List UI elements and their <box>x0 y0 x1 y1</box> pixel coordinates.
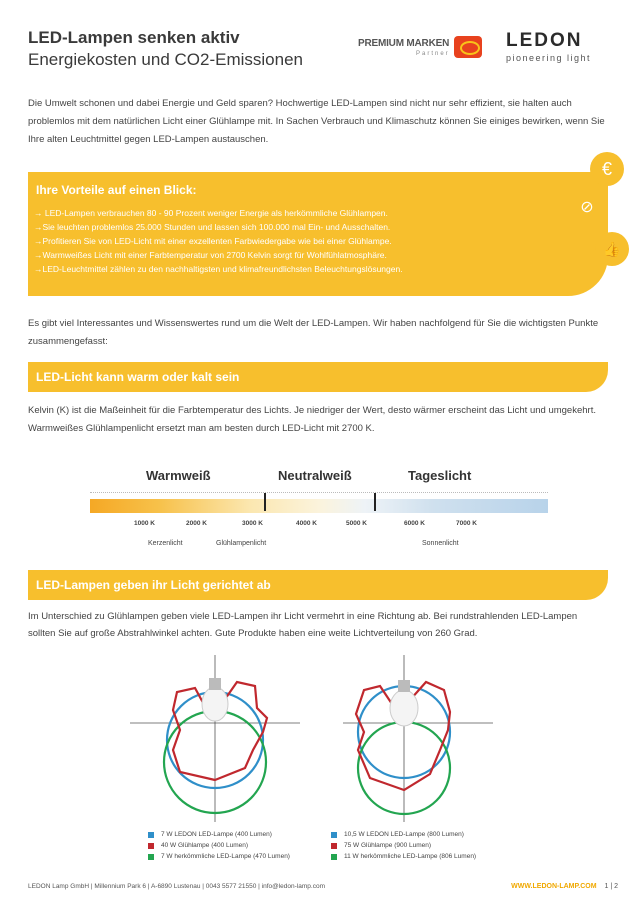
legend-label: 7 W LEDON LED-Lampe (400 Lumen) <box>161 831 272 838</box>
warm-neutral-divider <box>264 493 266 511</box>
premium-marken-logo <box>358 34 486 62</box>
label-kerzenlicht: Kerzenlicht <box>148 540 183 547</box>
advantage-item: →Profitieren Sie von LED-Licht mit einer exzellenten Farbwiedergabe wie bei einer Glühlampe. <box>34 236 392 246</box>
thumbs-up-icon: 👍 <box>595 232 629 266</box>
tick-7000k: 7000 K <box>456 520 477 527</box>
legend-row <box>331 840 476 851</box>
legend-row <box>331 851 476 862</box>
light-distribution-svg-right <box>318 650 588 825</box>
legend-row <box>148 851 290 862</box>
legend-label: 40 W Glühlampe (400 Lumen) <box>161 842 249 849</box>
tick-6000k: 6000 K <box>404 520 425 527</box>
tick-3000k: 3000 K <box>242 520 263 527</box>
tick-1000k: 1000 K <box>134 520 155 527</box>
legend-swatch-red <box>148 843 154 849</box>
advantages-title: Ihre Vorteile auf einen Blick: <box>36 183 197 197</box>
ledon-wordmark: LEDON <box>506 30 583 51</box>
euro-icon: € <box>590 152 624 186</box>
legend-label: 7 W herkömmliche LED-Lampe (470 Lumen) <box>161 853 290 860</box>
page-footer <box>28 883 618 897</box>
legend-row <box>148 840 290 851</box>
legend-swatch-green <box>331 854 337 860</box>
premium-logo-sub: Partner <box>416 51 450 57</box>
legend-label: 75 W Glühlampe (900 Lumen) <box>344 842 432 849</box>
advantage-item: →Sie leuchten problemlos 25.000 Stunden und lassen sich 100.000 mal Ein- und Ausschalten. <box>34 222 391 232</box>
title-regular: Energiekosten und CO2-Emissionen <box>28 50 303 69</box>
page-header <box>28 28 618 78</box>
label-tageslicht: Tageslicht <box>408 468 472 483</box>
intro-paragraph: Die Umwelt schonen und dabei Energie und Geld sparen? Hochwertige LED-Lampen sind nicht nur sehr effizient, sie halten auch problemlos mit dem natürlichen Licht einer Glühlampe mit. In Sachen Verbrauch und Klimaschutz können Sie einiges bewirken, wenn Sie Ihre alten Leuchtmittel gegen LED-Lampen austauschen. <box>28 98 605 145</box>
legend-label: 11 W herkömmliche LED-Lampe (806 Lumen) <box>344 853 477 860</box>
legend-row <box>331 829 476 840</box>
footer-right <box>511 883 618 890</box>
interest-paragraph: Es gibt viel Interessantes und Wissenswertes rund um die Welt der LED-Lampen. Wir haben nachfolgend für Sie die wichtigsten Punkte zusammengefasst: <box>28 318 599 347</box>
label-gluehlampenlicht: Glühlampenlicht <box>216 540 267 547</box>
label-neutralweiss: Neutralweiß <box>278 468 352 483</box>
bulb-socket-icon <box>209 678 221 690</box>
tick-4000k: 4000 K <box>296 520 317 527</box>
section-warm-cold-title: LED-Licht kann warm oder kalt sein <box>36 370 240 384</box>
legend-swatch-green <box>148 854 154 860</box>
color-temperature-scale <box>90 468 548 558</box>
scale-dotted-line <box>90 492 548 493</box>
legend-left <box>148 829 290 862</box>
advantages-box <box>28 172 608 296</box>
legend-swatch-blue <box>148 832 154 838</box>
section-warm-cold-text: Kelvin (K) ist die Maßeinheit für die Farbtemperatur des Lichts. Je niedriger der Wert, desto wärmer erscheint das Licht und umgekehrt. Warmweißes Glühlampenlicht ersetzt man am besten durch LED-Licht mit 2700 K. <box>28 405 596 434</box>
advantage-item: →LED-Leuchtmittel zählen zu den nachhaltigsten und klimafreundlichsten Beleuchtungslösungen. <box>34 264 403 274</box>
section-directional-title: LED-Lampen geben ihr Licht gerichtet ab <box>36 578 271 592</box>
legend-row <box>148 829 290 840</box>
advantage-item: →Warmweißes Licht mit einer Farbtemperatur von 2700 Kelvin sorgt für Wohlfühlatmosphäre. <box>34 250 387 260</box>
ledon-tagline: pioneering light <box>506 53 592 63</box>
footer-url-link[interactable]: WWW.LEDON-LAMP.COM <box>511 883 597 890</box>
legend-right <box>331 829 476 862</box>
bulb-socket-icon <box>398 680 410 692</box>
ledon-logo <box>506 30 591 63</box>
section-directional-header <box>28 570 608 600</box>
co2-icon: ⊘ <box>580 199 594 216</box>
tick-5000k: 5000 K <box>346 520 367 527</box>
footer-address: LEDON Lamp GmbH | Millennium Park 6 | A-6890 Lustenau | 0043 5577 21550 | info@ledon-lamp.com <box>28 883 325 890</box>
neutral-daylight-divider <box>374 493 376 511</box>
bulb-icon <box>202 687 228 721</box>
title-bold: LED-Lampen senken aktiv <box>28 28 240 47</box>
premium-logo-text: PREMIUM MARKEN <box>358 38 450 49</box>
page-number: 1 | 2 <box>604 883 618 890</box>
light-distribution-diagram-right <box>318 650 588 825</box>
section-warm-cold-header <box>28 362 608 392</box>
tick-2000k: 2000 K <box>186 520 207 527</box>
premium-logo-mark-icon <box>454 36 482 58</box>
legend-swatch-blue <box>331 832 337 838</box>
label-sonnenlicht: Sonnenlicht <box>422 540 459 547</box>
light-distribution-svg-left <box>85 650 355 825</box>
light-distribution-diagram-left <box>85 650 355 825</box>
advantages-list <box>34 206 403 276</box>
bulb-icon <box>390 690 418 726</box>
temperature-gradient-bar <box>90 499 548 513</box>
legend-swatch-red <box>331 843 337 849</box>
legend-label: 10,5 W LEDON LED-Lampe (800 Lumen) <box>344 831 464 838</box>
label-warmweiss: Warmweiß <box>146 468 211 483</box>
advantage-item: → LED-Lampen verbrauchen 80 - 90 Prozent weniger Energie als herkömmliche Glühlampen. <box>34 208 388 218</box>
section-directional-text: Im Unterschied zu Glühlampen geben viele LED-Lampen ihr Licht vermehrt in eine Richtung ab. Bei rundstrahlenden LED-Lampen sollten Sie auf große Abstrahlwinkel achten. Gute Produkte haben eine weite Lichtverteilung von 260 Grad. <box>28 611 578 639</box>
